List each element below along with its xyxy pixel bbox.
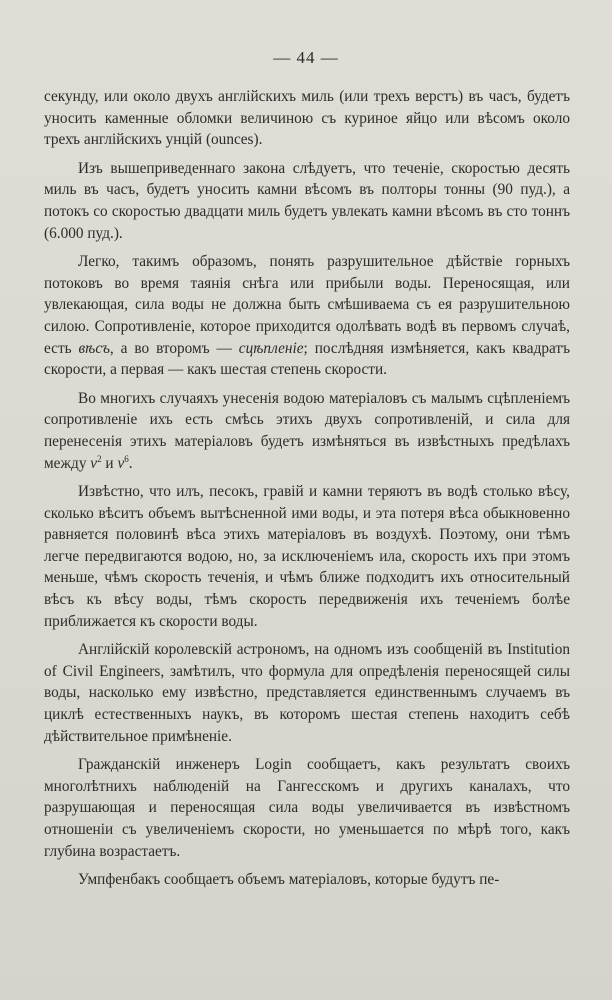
formula-v-variable: v	[90, 454, 98, 472]
paragraph-4-part-3: .	[128, 454, 133, 472]
paragraph-4-part-2: и	[101, 454, 118, 472]
paragraph-2: Изъ вышеприведеннаго закона слѣдуетъ, что теченіе, скоростью десять миль въ часъ, будетъ уносить камни вѣсомъ въ полторы тонны (90 пуд.), а потокъ со скоростью двадцати миль будетъ увлекать камни вѣсомъ въ сто тоннъ (6.000 пуд.).	[44, 159, 570, 242]
formula-exponent-2: 2	[97, 453, 102, 464]
term-cohesion: сцѣпленіе	[238, 339, 304, 357]
paragraph-3-part-3: ; послѣдняя измѣняется, какъ квадратъ скорости, а первая — какъ шестая степень скорости.	[44, 339, 570, 379]
formula-v-variable: v	[117, 454, 125, 472]
paragraph-4	[44, 388, 570, 474]
term-weight: вѣсъ	[78, 339, 110, 357]
paragraph-3-part-2: , а во второмъ —	[109, 339, 239, 357]
paragraph-5: Извѣстно, что илъ, песокъ, гравій и камни теряютъ въ водѣ столько вѣсу, сколько вѣситъ объемъ вытѣсненной ими воды, и эта потеря вѣса обыкновенно равняется половинѣ вѣса этихъ матеріаловъ въ воздухѣ. Поэтому, они тѣмъ легче передвигаются водою, но, за исключеніемъ ила, скорость ихъ при этомъ меньше, чѣмъ скорость теченія, и чѣмъ ближе подходитъ ихъ относительный вѣсъ къ вѣсу воды, тѣмъ скорость передвиженія ихъ теченіемъ болѣе приближается къ скорости воды.	[44, 483, 570, 630]
paragraph-3-part-1: Легко, такимъ образомъ, понять разрушительное дѣйствіе горныхъ потоковъ во время таянія снѣга или прибыли воды. Переносящая, или увлекающая, сила воды не должна быть смѣшиваема съ ея разрушительною силою. Сопротивленіе, которое приходится одолѣвать водѣ въ первомъ случаѣ, есть	[44, 253, 570, 357]
paragraph-6: Англійскій королевскій астрономъ, на одномъ изъ сообщеній въ Institution of Civil Engineers, замѣтилъ, что формула для опредѣленія переносящей силы воды, насколько ему извѣстно, представляется единственнымъ случаемъ въ циклѣ естественныхъ наукъ, въ которомъ шестая степень находитъ себѣ дѣйствительное примѣненіе.	[44, 641, 570, 745]
paragraph-1: секунду, или около двухъ англійскихъ миль (или трехъ верстъ) въ часъ, будетъ уносить каменные обломки величиною съ куриное яйцо или вѣсомъ около трехъ англійскихъ унцій (ounces).	[44, 88, 570, 149]
formula-exponent-6: 6	[124, 453, 129, 464]
page-number: — 44 —	[273, 48, 339, 67]
paragraph-7: Гражданскій инженеръ Login сообщаетъ, какъ результатъ своихъ многолѣтнихъ наблюденій на Гангесскомъ и другихъ каналахъ, что разрушающая и переносящая сила воды увеличивается въ извѣстномъ отношеніи съ увеличеніемъ скорости, но уменьшается по мѣрѣ того, какъ глубина возрастаетъ.	[44, 756, 570, 860]
paragraph-4-part-1: Во многихъ случаяхъ унесенія водою матеріаловъ съ малымъ сцѣпленіемъ сопротивленіе ихъ есть смѣсь этихъ двухъ сопротивленій, и сила для перенесенія этихъ матеріаловъ будетъ измѣняться въ извѣстныхъ предѣлахъ между	[44, 389, 570, 472]
paragraph-8: Умпфенбакъ сообщаетъ объемъ матеріаловъ, которые будутъ пе-	[78, 871, 500, 889]
page-body	[44, 86, 570, 891]
paragraph-3	[44, 251, 570, 381]
